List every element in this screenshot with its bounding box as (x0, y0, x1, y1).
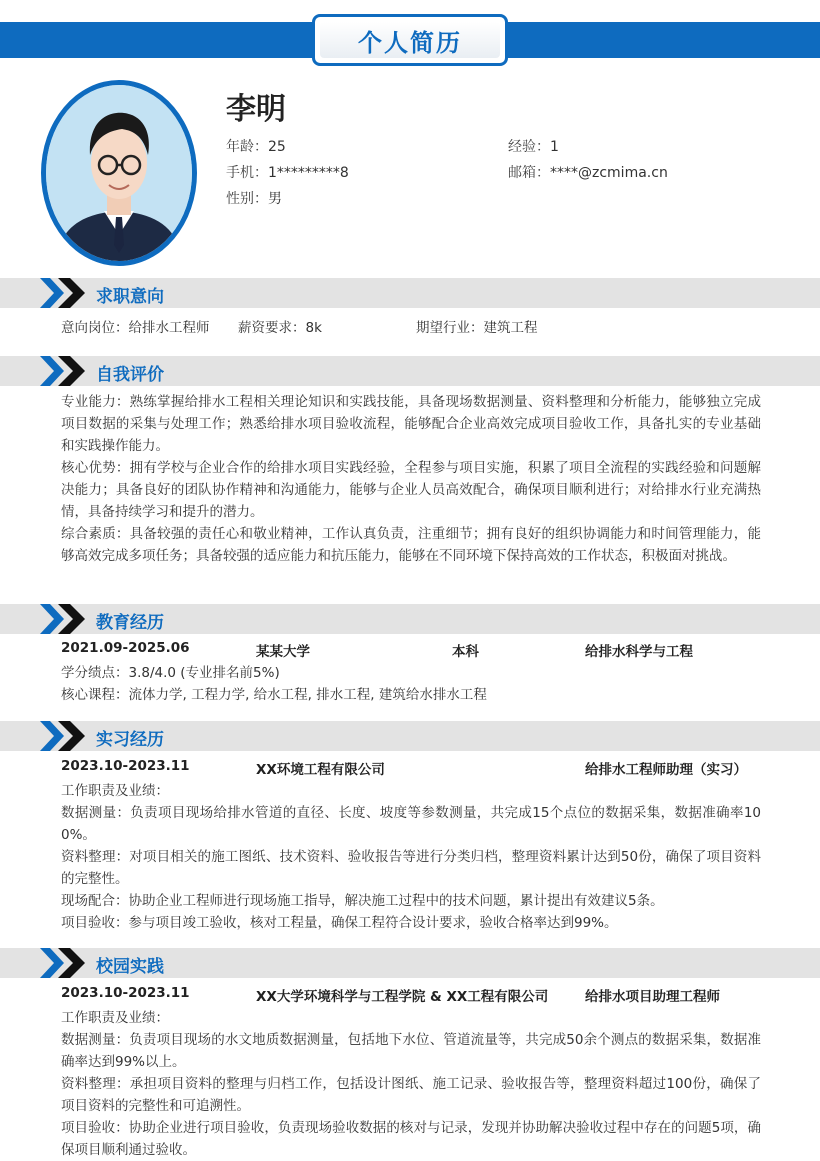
job-industry: 期望行业：建筑工程 (416, 320, 538, 336)
job-salary: 薪资要求：8k (238, 320, 322, 336)
edu-major: 给排水科学与工程 (585, 644, 693, 660)
campus-role: 给排水项目助理工程师 (585, 989, 720, 1005)
header-title-box (312, 14, 508, 66)
intern-item: 项目验收：参与项目竣工验收，核对工程量，确保工程符合设计要求，验收合格率达到99%。 (61, 915, 618, 931)
intern-role: 给排水工程师助理（实习） (585, 762, 747, 778)
phone-label: 手机： (226, 165, 268, 181)
campus-org: XX大学环境科学与工程学院 & XX工程有限公司 (256, 989, 549, 1005)
self-eval-professional: 专业能力：熟练掌握给排水工程相关理论知识和实践技能，具备现场数据测量、资料整理和分析能力，能够独立完成项目数据的采集与处理工作；熟悉给排水项目验收流程，能够配合企业高效完成项目验收工作，具备扎实的专业基础和实践操作能力。 (61, 394, 761, 454)
gender-row (226, 188, 282, 208)
job-position: 意向岗位：给排水工程师 (61, 320, 210, 336)
age-label: 年龄： (226, 139, 268, 155)
intern-item: 资料整理：对项目相关的施工图纸、技术资料、验收报告等进行分类归档，整理资料累计达到50份，确保了项目资料的完整性。 (61, 849, 761, 887)
gender-value: 男 (268, 191, 282, 207)
email-row (508, 162, 668, 182)
email-label: 邮箱： (508, 165, 550, 181)
intern-item: 数据测量：负责项目现场给排水管道的直径、长度、坡度等参数测量，共完成15个点位的数据采集，数据准确率100%。 (61, 805, 761, 843)
section-title: 校园实践 (96, 957, 164, 977)
experience-value: 1 (550, 139, 559, 155)
campus-item: 数据测量：负责项目现场的水文地质数据测量，包括地下水位、管道流量等，共完成50余个测点的数据采集，数据准确率达到99%以上。 (61, 1032, 761, 1070)
profile-photo (41, 80, 197, 266)
intern-duties-label: 工作职责及业绩： (61, 783, 169, 799)
intern-item: 现场配合：协助企业工程师进行现场施工指导，解决施工过程中的技术问题，累计提出有效建议5条。 (61, 893, 664, 909)
candidate-name: 李明 (226, 92, 286, 127)
section-title: 自我评价 (96, 365, 164, 385)
section-title: 实习经历 (96, 730, 164, 750)
self-eval-qualities: 综合素质：具备较强的责任心和敬业精神，工作认真负责，注重细节；拥有良好的组织协调能力和时间管理能力，能够高效完成多项任务；具备较强的适应能力和抗压能力，能够在不同环境下保持高效的工作状态，积极面对挑战。 (61, 526, 761, 564)
self-eval-advantages: 核心优势：拥有学校与企业合作的给排水项目实践经验，全程参与项目实施，积累了项目全流程的实践经验和问题解决能力；具备良好的团队协作精神和沟通能力，能够与企业人员高效配合，确保项目顺利进行；对给排水行业充满热情，具备持续学习和提升的潜力。 (61, 460, 761, 520)
campus-period: 2023.10-2023.11 (61, 985, 190, 1001)
edu-courses: 核心课程：流体力学, 工程力学, 给水工程, 排水工程, 建筑给水排水工程 (61, 687, 487, 703)
campus-item: 项目验收：协助企业进行项目验收，负责现场验收数据的核对与记录，发现并协助解决验收过程中存在的问题5项，确保项目顺利通过验收。 (61, 1120, 761, 1158)
campus-item: 资料整理：承担项目资料的整理与归档工作，包括设计图纸、施工记录、验收报告等，整理资料超过100份，确保了项目资料的完整性和可追溯性。 (61, 1076, 761, 1114)
section-campus (0, 946, 820, 978)
experience-row (508, 136, 559, 156)
experience-label: 经验： (508, 139, 550, 155)
intern-period: 2023.10-2023.11 (61, 758, 190, 774)
campus-duties-label: 工作职责及业绩： (61, 1010, 169, 1026)
phone-row (226, 162, 349, 182)
page-title: 个人简历 (358, 28, 462, 57)
edu-degree: 本科 (452, 644, 479, 660)
phone-value: 1*********8 (268, 165, 349, 181)
edu-period: 2021.09-2025.06 (61, 640, 190, 656)
section-job-intention (0, 276, 820, 308)
section-title: 求职意向 (96, 287, 164, 307)
email-value: ****@zcmima.cn (550, 165, 668, 181)
section-title: 教育经历 (96, 613, 164, 633)
age-row (226, 136, 286, 156)
section-education (0, 602, 820, 634)
section-self-evaluation (0, 354, 820, 386)
edu-school: 某某大学 (256, 644, 310, 660)
double-chevron-icon (40, 719, 90, 751)
edu-gpa: 学分绩点：3.8/4.0 (专业排名前5%) (61, 665, 280, 681)
age-value: 25 (268, 139, 286, 155)
gender-label: 性别： (226, 191, 268, 207)
intern-company: XX环境工程有限公司 (256, 762, 385, 778)
double-chevron-icon (40, 946, 90, 978)
double-chevron-icon (40, 354, 90, 386)
section-internship (0, 719, 820, 751)
double-chevron-icon (40, 276, 90, 308)
double-chevron-icon (40, 602, 90, 634)
